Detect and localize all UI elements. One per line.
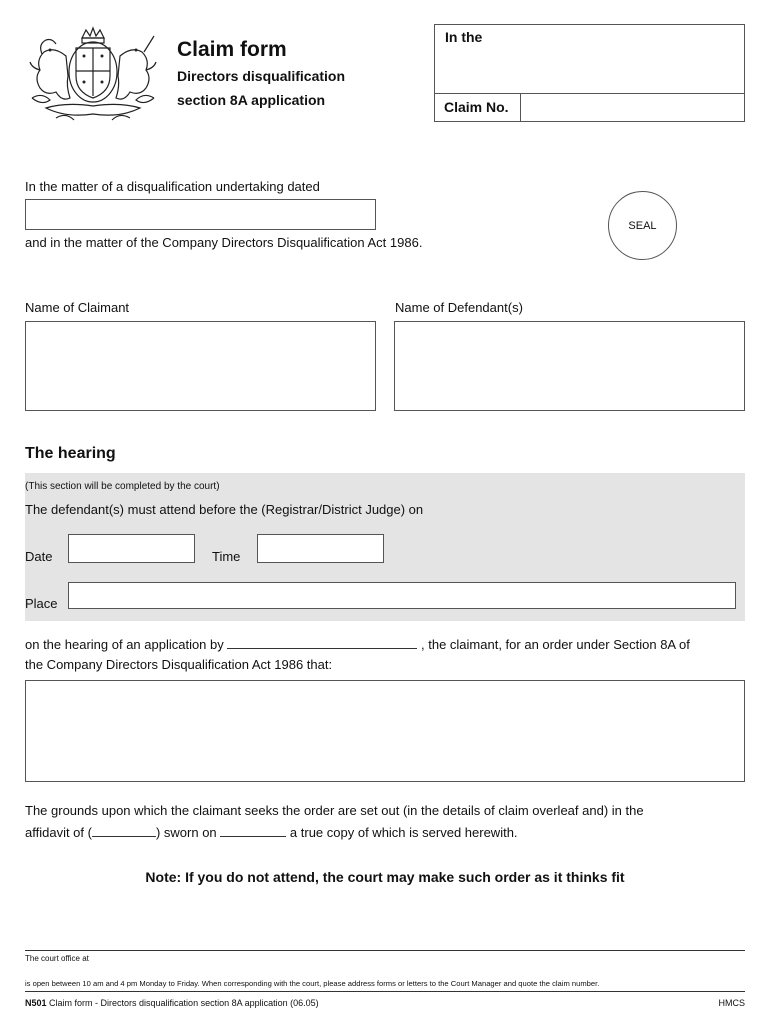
hearing-date-field[interactable] [68, 534, 195, 563]
form-title: Claim form [177, 38, 287, 61]
hearing-note: (This section will be completed by the court) [25, 481, 220, 492]
act-label: and in the matter of the Company Directors Disqualification Act 1986. [25, 235, 423, 250]
order-details-field[interactable] [25, 680, 745, 782]
defendant-name-field[interactable] [394, 321, 745, 411]
form-reference [25, 998, 319, 1008]
claimant-name-field[interactable] [25, 321, 376, 411]
hearing-heading: The hearing [25, 445, 116, 462]
form-subtitle-line1: Directors disqualification [177, 68, 346, 84]
sworn-date-blank[interactable] [220, 825, 286, 837]
copy-text: a true copy of which is served herewith. [289, 825, 518, 840]
affidavit-prefix: affidavit of ( [25, 825, 92, 840]
footer-bottom-rule [25, 991, 745, 992]
grounds-line1: The grounds upon which the claimant seeks the order are set out (in the details of claim overleaf and) in the [25, 803, 644, 818]
seal-circle [608, 191, 677, 260]
date-label: Date [25, 549, 53, 564]
seal-label: SEAL [628, 219, 657, 232]
court-office-label: The court office at [25, 954, 89, 963]
application-line1 [25, 637, 690, 653]
grounds-line2 [25, 825, 518, 841]
time-label: Time [212, 549, 241, 564]
claimant-label: Name of Claimant [25, 300, 130, 315]
affidavit-name-blank[interactable] [92, 825, 156, 837]
form-description: Claim form - Directors disqualification section 8A application (06.05) [49, 998, 319, 1008]
publisher: HMCS [718, 998, 745, 1008]
form-subtitle-line2: section 8A application [177, 92, 326, 108]
court-label: In the [445, 29, 483, 45]
form-code: N501 [25, 998, 47, 1008]
undertaking-label: In the matter of a disqualification undertaking dated [25, 179, 320, 194]
defendant-label: Name of Defendant(s) [395, 300, 523, 315]
application-line2: the Company Directors Disqualification Act 1986 that: [25, 657, 333, 672]
hearing-place-field[interactable] [68, 582, 736, 609]
place-label: Place [25, 596, 58, 611]
royal-coat-of-arms-icon [26, 26, 160, 124]
hearing-time-field[interactable] [257, 534, 384, 563]
attendance-note: Note: If you do not attend, the court may make such order as it thinks fit [145, 869, 625, 885]
application-text-after: , the claimant, for an order under Section 8A of [421, 637, 690, 652]
court-name-field[interactable] [445, 49, 735, 89]
court-claim-box [434, 24, 745, 122]
claim-number-field[interactable] [523, 95, 742, 121]
office-hours-text: is open between 10 am and 4 pm Monday to Friday. When corresponding with the court, please address forms or letters to the Court Manager and quote the claim number. [25, 979, 600, 988]
claim-no-label: Claim No. [435, 94, 521, 122]
applicant-name-blank[interactable] [227, 637, 417, 649]
sworn-text: ) sworn on [155, 825, 217, 840]
undertaking-date-field[interactable] [25, 199, 376, 230]
hearing-panel [25, 473, 745, 621]
hearing-instruction: The defendant(s) must attend before the (Registrar/District Judge) on [25, 502, 424, 517]
application-text-before: on the hearing of an application by [25, 637, 224, 652]
footer-top-rule [25, 950, 745, 951]
